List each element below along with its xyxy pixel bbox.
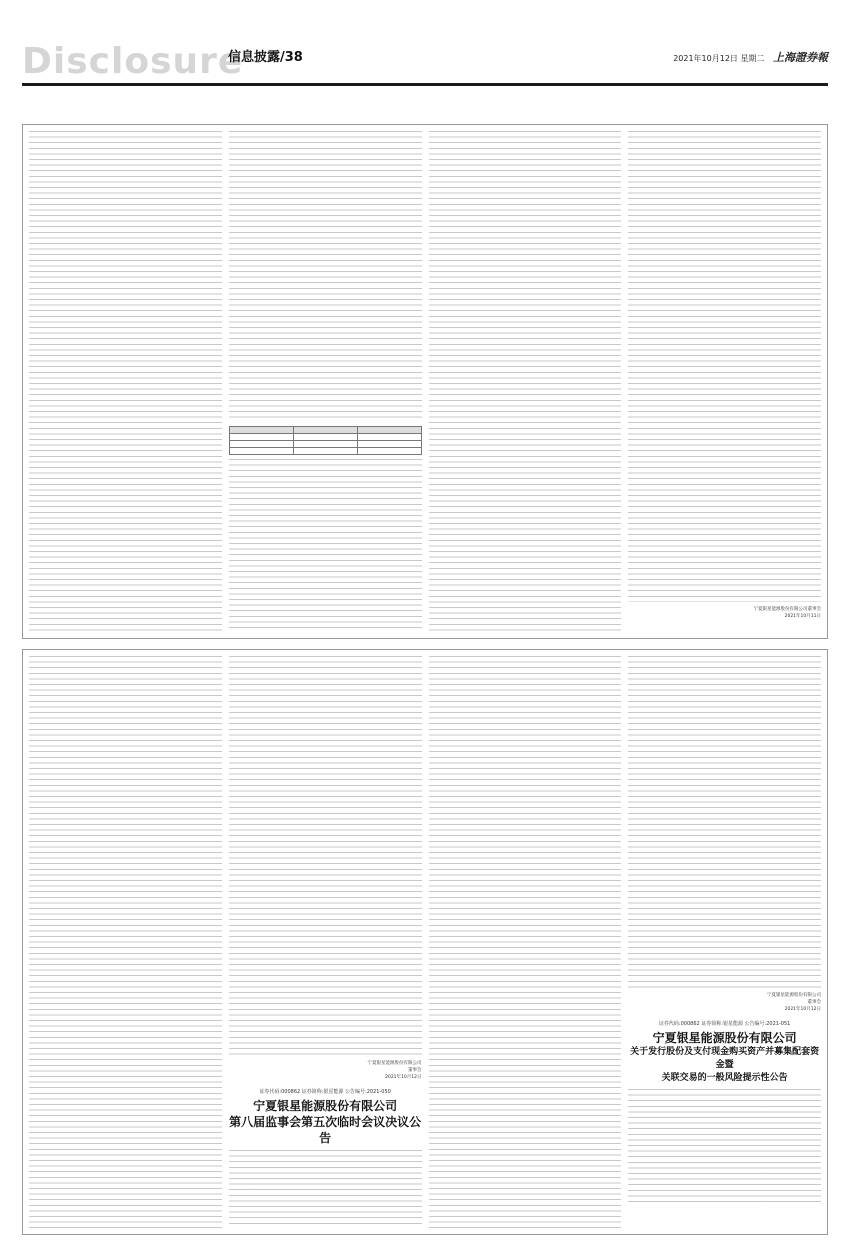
masthead-info: [673, 49, 828, 68]
top-column-2: [229, 131, 422, 632]
table-row: [229, 440, 421, 447]
top-column-4: [628, 131, 821, 632]
middle-signature: 宁夏银星能源股份有限公司 董事会 2021年10月12日: [367, 1061, 422, 1081]
newspaper-name: 上海證券報: [773, 51, 828, 64]
bottom-column-2: [229, 656, 422, 1228]
risk-notice-headline: 证券代码:000862 证券简称:银星能源 公告编号:2021-051 宁夏银星能源股份有限公司 关于发行股份及支付现金购买资产并募集配套资金暨 关联交易的一般风险提示性公告: [630, 1020, 820, 1083]
brand-word: Disclosure: [22, 41, 244, 82]
supervisory-board-headline: 证券代码:000862 证券简称:银星能源 公告编号:2021-050 宁夏银星能源股份有限公司 第八届监事会第五次临时会议决议公告: [229, 1089, 422, 1146]
bottom-column-4: [628, 656, 821, 1228]
top-column-1: [29, 131, 222, 632]
section-title: 信息披露/38: [228, 50, 303, 65]
masthead: [22, 40, 828, 84]
right-signature: 宁夏银星能源股份有限公司 董事会 2021年10月12日: [767, 992, 821, 1012]
table-row: [229, 447, 421, 454]
bottom-column-3: [429, 656, 622, 1228]
top-column-3: [429, 131, 622, 632]
top-announcement-panel: [22, 124, 828, 639]
bottom-announcement-panel: [22, 649, 828, 1235]
top-signature: 宁夏银星能源股份有限公司董事会 2021年10月11日: [753, 606, 821, 619]
bottom-column-1: [29, 656, 222, 1228]
masthead-rule: [22, 83, 828, 86]
top-data-table: [229, 426, 422, 455]
table-row: [229, 433, 421, 440]
issue-date: 2021年10月12日 星期二: [673, 54, 765, 63]
